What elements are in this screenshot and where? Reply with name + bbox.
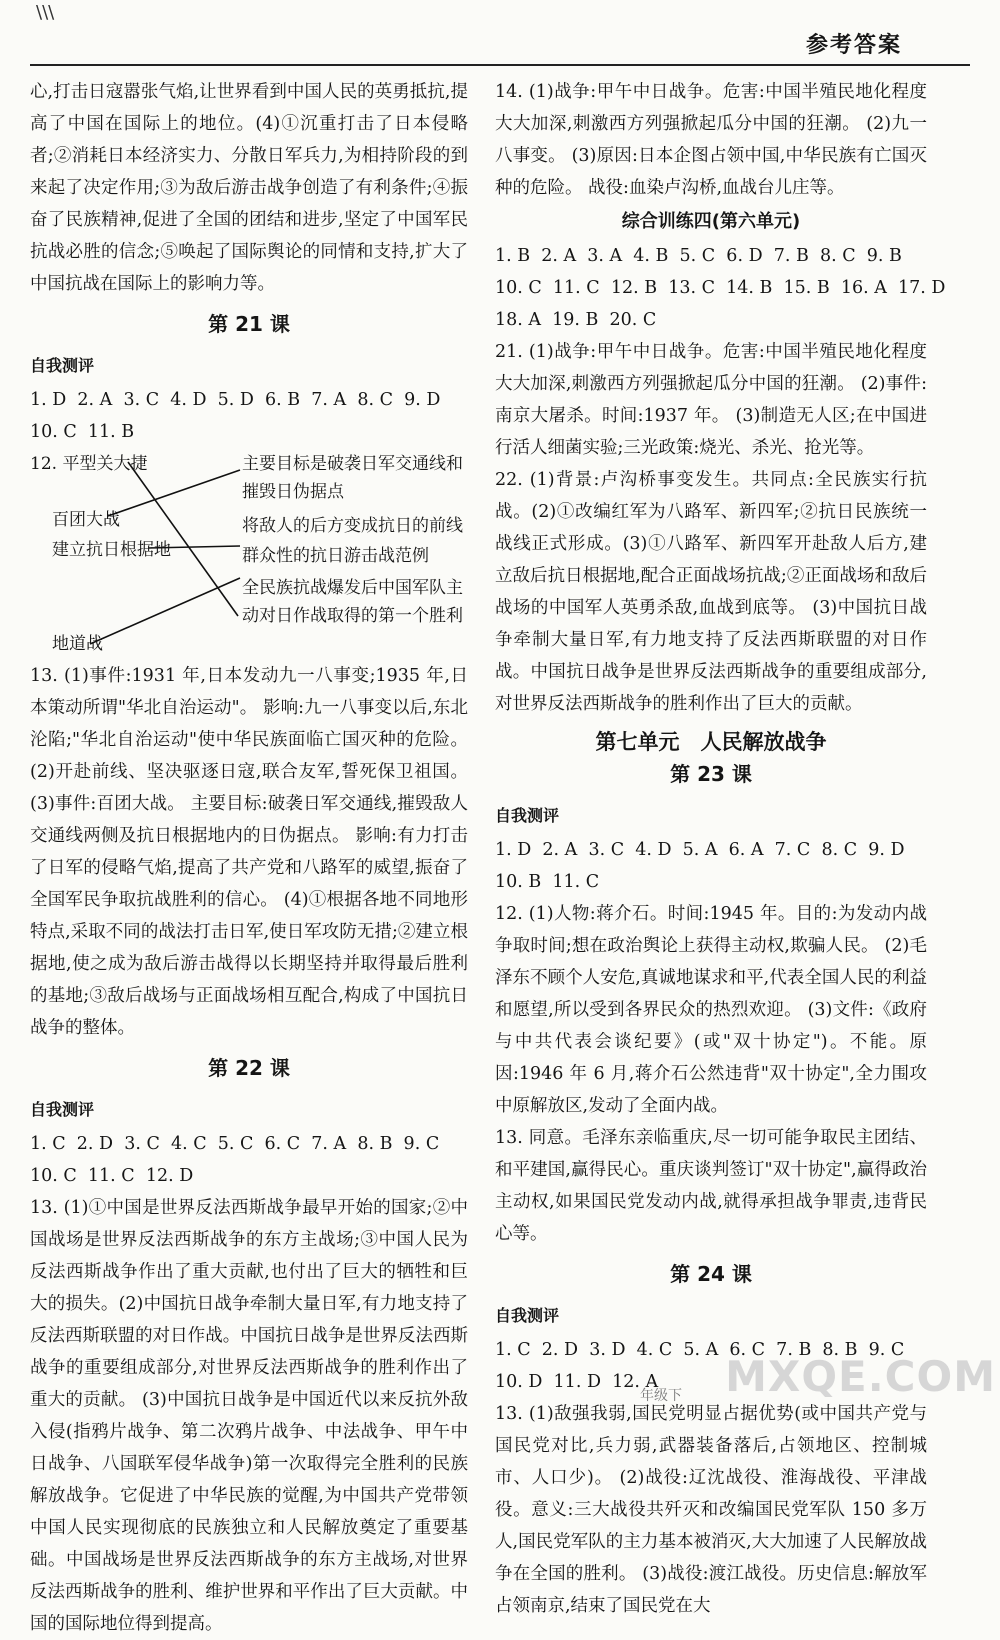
training-answers-row-3: 18. A 19. B 20. C <box>495 310 657 330</box>
unit-7-heading: 第七单元 人民解放战争 <box>595 730 827 754</box>
lesson-22-q13: 13. (1)①中国是世界反法西斯战争最早开始的国家;②中国战场是世界反法西斯战争的东方主战场;③中国人民为反法西斯战争作出了重大贡献,也付出了巨大的牺牲和巨大的损失。(2)中国抗日战争牵制大量日军,有力地支持了反法西斯联盟的对日作战。中国抗日战争是世界反法西斯战争的重要组成部分,对世界反法西斯战争的胜利作出了重大的贡献。 (3)中国抗日战争是中国近代以来反抗外敌入侵(指鸦片战争、第二次鸦片战争、中法战争、甲午中日战争、八国联军侵华战争)第一次取得完全胜利的民族解放战争。它促进了中华民族的觉醒,为中国共产党带领中国人民实现彻底的民族独立和人民解放奠定了重要基础。中国战场是世界反法西斯战争的东方主战场,对世界反法西斯战争的胜利、维护世界和平作出了巨大贡献。中国的国际地位得到提高。 <box>30 1198 468 1634</box>
lesson-21-answers-row-1: 1. D 2. A 3. C 4. D 5. D 6. B 7. A 8. C 9. D <box>30 390 441 410</box>
lesson-23-answers-row-1: 1. D 2. A 3. C 4. D 5. A 6. A 7. C 8. C 9. D <box>495 840 905 860</box>
page-footer-hint: 年级下 <box>640 1388 682 1404</box>
lesson-23-q12: 12. (1)人物:蒋介石。时间:1945 年。目的:为发动内战争取时间;想在政治舆论上获得主动权,欺骗人民。 (2)毛泽东不顾个人安危,真诚地谋求和平,代表全国人民的利益和愿望,所以受到各界民众的热烈欢迎。 (3)文件:《政府与中共代表会谈纪要》(或"双十协定")。不能。原因:1946 年 6 月,蒋介石公然违背"双十协定",全力围攻中原解放区,发动了全面内战。 <box>495 904 927 1116</box>
site-watermark: MXQE.COM <box>725 1352 996 1401</box>
lesson-24-label: 自我测评 <box>495 1306 560 1325</box>
lesson-21-heading: 第 21 课 <box>208 312 290 336</box>
training-answers-row-1: 1. B 2. A 3. A 4. B 5. C 6. D 7. B 8. C 9. B <box>495 246 902 266</box>
lesson-22-answers-row-2: 10. C 11. C 12. D <box>30 1166 194 1186</box>
training-q22: 22. (1)背景:卢沟桥事变发生。共同点:全民族实行抗战。(2)①改编红军为八路军、新四军;②抗日民族统一战线正式形成。(3)①八路军、新四军开赴敌人后方,建立敌后抗日根据地,配合正面战场抗战;②正面战场和敌后战场的中国军人英勇杀敌,血战到底等。 (3)中国抗日战争牵制大量日军,有力地支持了反法西斯联盟的对日作战。中国抗日战争是世界反法西斯战争的重要组成部分,对世界反法西斯战争的胜利作出了巨大的贡献。 <box>495 470 927 714</box>
lesson-22-label: 自我测评 <box>30 1100 95 1119</box>
lesson-23-answers-row-2: 10. B 11. C <box>495 872 600 892</box>
header-title: 参考答案 <box>805 33 902 58</box>
lesson-22-answers-row-1: 1. C 2. D 3. C 4. C 5. C 6. C 7. A 8. B 9. C <box>30 1134 440 1154</box>
match-right-2: 将敌人的后方变成抗日的前线 <box>242 516 463 536</box>
q14-paragraph: 14. (1)战争:甲午中日战争。危害:中国半殖民地化程度大大加深,刺激西方列强掀起瓜分中国的狂潮。 (2)九一八事变。 (3)原因:日本企图占领中国,中华民族有亡国灭种的危险。 战役:血染卢沟桥,血战台儿庄等。 <box>495 82 927 198</box>
intro-paragraph: 心,打击日寇嚣张气焰,让世界看到中国人民的英勇抵抗,提高了中国在国际上的地位。(4)①沉重打击了日本侵略者;②消耗日本经济实力、分散日军兵力,为相持阶段的到来起了决定作用;③为敌后游击战争创造了有利条件;④振奋了民族精神,促进了全国的团结和进步,坚定了中国军民抗战必胜的信念;⑤唤起了国际舆论的同情和支持,扩大了中国抗战在国际上的影响力等。 <box>30 82 468 294</box>
lesson-23-heading: 第 23 课 <box>670 762 752 786</box>
match-right-4: 全民族抗战爆发后中国军队主动对日作战取得的第一个胜利 <box>242 578 463 626</box>
corner-mark: \\\ <box>36 2 55 23</box>
lesson-23-label: 自我测评 <box>495 806 560 825</box>
match-left-2: 百团大战 <box>52 510 120 530</box>
lesson-24-answers-row-1: 1. C 2. D 3. D 4. C 5. A 6. C 7. B 8. B 9. C <box>495 1340 905 1360</box>
match-right-1: 主要目标是破袭日军交通线和摧毁日伪据点 <box>242 454 463 502</box>
left-column <box>30 76 468 1640</box>
lesson-21-q13: 13. (1)事件:1931 年,日本发动九一八事变;1935 年,日本策动所谓"华北自治运动"。 影响:九一八事变以后,东北沦陷;"华北自治运动"使中华民族面临亡国灭种的危险。 (2)开赴前线、坚决驱逐日寇,联合友军,誓死保卫祖国。 (3)事件:百团大战。 主要目标:破袭日军交通线,摧毁敌人交通线两侧及抗日根据地内的日伪据点。 影响:有力打击了日军的侵略气焰,提高了共产党和八路军的威望,振奋了全国军民争取抗战胜利的信心。 (4)①根据各地不同地形特点,采取不同的战法打击日军,使日军攻防无措;②建立根据地,使之成为敌后游击战得以长期坚持并取得最后胜利的基地;③敌后战场与正面战场相互配合,构成了中国抗日战争的整体。 <box>30 666 468 1038</box>
training-q21: 21. (1)战争:甲午中日战争。危害:中国半殖民地化程度大大加深,刺激西方列强掀起瓜分中国的狂潮。 (2)事件:南京大屠杀。时间:1937 年。 (3)制造无人区;在中国进行活人细菌实验;三光政策:烧光、杀光、抢光等。 <box>495 342 927 458</box>
lesson-24-q13: 13. (1)敌强我弱,国民党明显占据优势(或中国共产党与国民党对比,兵力弱,武器装备落后,占领地区、控制城市、人口少)。 (2)战役:辽沈战役、淮海战役、平津战役。意义:三大战役共歼灭和改编国民党军队 150 多万人,国民党军队的主力基本被消灭,大大加速了人民解放战争在全国的胜利。 (3)战役:渡江战役。历史信息:解放军占领南京,结束了国民党在大 <box>495 1404 927 1616</box>
lesson-24-answers-row-2: 10. D 11. D 12. A <box>495 1372 659 1392</box>
training-4-heading: 综合训练四(第六单元) <box>621 211 801 232</box>
match-right-3: 群众性的抗日游击战范例 <box>242 546 429 566</box>
match-left-3: 建立抗日根据地 <box>52 540 171 560</box>
matching-diagram <box>30 448 468 660</box>
lesson-21-label: 自我测评 <box>30 356 95 375</box>
match-left-4: 地道战 <box>52 634 103 654</box>
header-rule <box>30 64 970 66</box>
training-answers-row-2: 10. C 11. C 12. B 13. C 14. B 15. B 16. A 17. D <box>495 278 946 298</box>
lesson-21-answers-row-2: 10. C 11. B <box>30 422 135 442</box>
lesson-23-q13: 13. 同意。毛泽东亲临重庆,尽一切可能争取民主团结、和平建国,赢得民心。重庆谈判签订"双十协定",赢得政治主动权,如果国民党发动内战,就得承担战争罪责,违背民心等。 <box>495 1128 927 1244</box>
lesson-22-heading: 第 22 课 <box>208 1056 290 1080</box>
match-left-1: 12. 平型关大捷 <box>30 454 148 474</box>
lesson-24-heading: 第 24 课 <box>670 1262 752 1286</box>
